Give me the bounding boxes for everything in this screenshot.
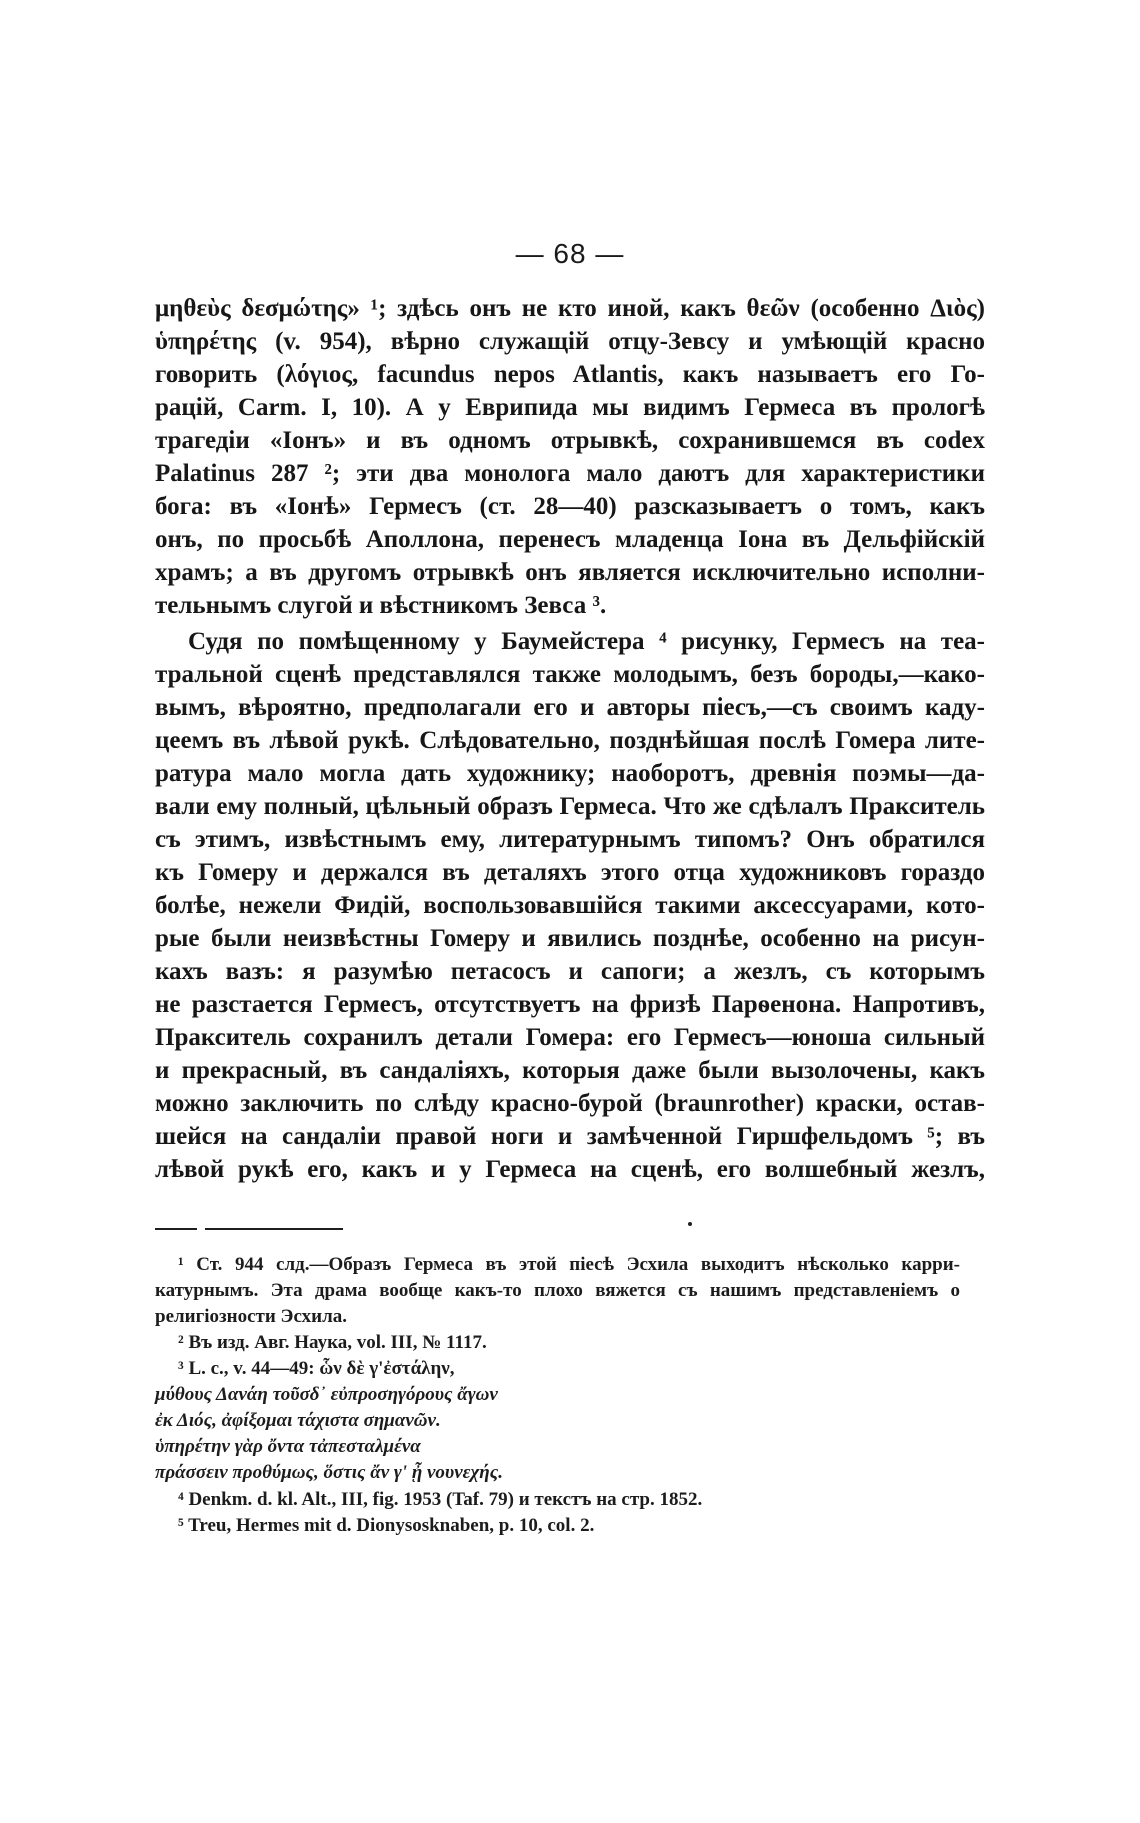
body-line: съ этимъ, извѣстнымъ ему, литературнымъ типомъ? Онъ обратился — [155, 826, 985, 853]
footnote-line: ² Въ изд. Авг. Наука, vol. III, № 1117. — [178, 1332, 487, 1353]
body-line: вали ему полный, цѣльный образъ Гермеса. Что же сдѣлалъ Пракситель — [155, 793, 985, 820]
body-line: цеемъ въ лѣвой рукѣ. Слѣдовательно, позднѣйшая послѣ Гомера лите- — [155, 727, 985, 754]
footnote-rule-long — [205, 1228, 343, 1230]
body-line: онъ, по просьбѣ Аполлона, перенесъ младенца Іона въ Дельфійскій — [155, 526, 985, 553]
body-line: μηθεὺς δεσμώτης» ¹; здѣсь онъ не кто иной, какъ θεῶν (особенно Διὸς) — [155, 295, 985, 322]
footnote-line: ¹ Ст. 944 слд.—Образъ Гермеса въ этой піесѣ Эсхила выходитъ нѣсколько карри- — [178, 1254, 960, 1275]
footnote-verse-line: πράσσειν προθύμως, ὅστις ἄν γ' ᾖ νουνεχής. — [155, 1462, 503, 1483]
body-line: болѣе, нежели Фидій, воспользовавшійся такими аксессуарами, кото- — [155, 892, 985, 919]
body-line: къ Гомеру и держался въ деталяхъ этого отца художниковъ гораздо — [155, 859, 985, 886]
body-line: тральной сценѣ представлялся также молодымъ, безъ бороды,—како- — [155, 661, 985, 688]
body-line: не разстается Гермесъ, отсутствуетъ на фризѣ Парѳенона. Напротивъ, — [155, 991, 985, 1018]
body-line: трагедіи «Іонъ» и въ одномъ отрывкѣ, сохранившемся въ codex — [155, 427, 985, 454]
body-line: лѣвой рукѣ его, какъ и у Гермеса на сценѣ, его волшебный жезлъ, — [155, 1156, 985, 1183]
footnote-line: ⁵ Treu, Hermes mit d. Dionysosknaben, p. 10, col. 2. — [178, 1515, 595, 1536]
body-line: ὑπηρέτης (v. 954), вѣрно служащій отцу-Зевсу и умѣющій красно — [155, 328, 985, 355]
footnote-verse-line: ἐκ Διός, ἀφίξομαι τάχιστα σημανῶν. — [155, 1410, 441, 1431]
body-line: храмъ; а въ другомъ отрывкѣ онъ является исключительно исполни- — [155, 559, 985, 586]
footnote-verse-line: ὑπηρέτην γὰρ ὄντα τἀπεσταλμένα — [155, 1436, 421, 1457]
footnote-line: катурнымъ. Эта драма вообще какъ-то плохо вяжется съ нашимъ представленіемъ о — [155, 1280, 960, 1301]
body-line: шейся на сандаліи правой ноги и замѣченной Гиршфельдомъ ⁵; въ — [155, 1123, 985, 1150]
print-speck — [688, 1222, 692, 1226]
body-line: Пракситель сохранилъ детали Гомера: его Гермесъ—юноша сильный — [155, 1024, 985, 1051]
paragraph-start-line: Судя по помѣщенному у Баумейстера ⁴ рисунку, Гермесъ на теа- — [188, 628, 985, 655]
body-line: рацій, Carm. I, 10). А у Еврипида мы видимъ Гермеса въ прологѣ — [155, 394, 985, 421]
body-line: можно заключить по слѣду красно-бурой (braunrother) краски, остав- — [155, 1090, 985, 1117]
body-line: кахъ вазъ: я разумѣю петасосъ и сапоги; а жезлъ, съ которымъ — [155, 958, 985, 985]
body-line: бога: въ «Іонѣ» Гермесъ (ст. 28—40) разсказываетъ о томъ, какъ — [155, 493, 985, 520]
footnote-verse-line: μύθους Δανάη τοῦσδ᾽ εὐπροσηγόρους ἄγων — [155, 1384, 498, 1405]
body-line: рые были неизвѣстны Гомеру и явились позднѣе, особенно на рисун- — [155, 925, 985, 952]
body-line: говорить (λόγιος, facundus nepos Atlantis, какъ называетъ его Го- — [155, 361, 985, 388]
body-line: Palatinus 287 ²; эти два монолога мало даютъ для характеристики — [155, 460, 985, 487]
body-line: и прекрасный, въ сандаліяхъ, которыя даже были вызолочены, какъ — [155, 1057, 985, 1084]
footnote-line: ³ L. c., v. 44—49: ὧν δὲ γ'ἐστάλην, — [178, 1358, 455, 1379]
footnote-line: ⁴ Denkm. d. kl. Alt., III, fig. 1953 (Taf. 79) и текстъ на стр. 1852. — [178, 1489, 703, 1510]
page-number: — 68 — — [515, 238, 625, 269]
body-line: вымъ, вѣроятно, предполагали его и авторы піесъ,—съ своимъ каду- — [155, 694, 985, 721]
body-line: тельнымъ слугой и вѣстникомъ Зевса ³. — [155, 592, 607, 619]
footnote-rule-short — [155, 1228, 197, 1230]
footnote-line: религіозности Эсхила. — [155, 1306, 347, 1327]
body-line: ратура мало могла дать художнику; наоборотъ, древнія поэмы—да- — [155, 760, 985, 787]
